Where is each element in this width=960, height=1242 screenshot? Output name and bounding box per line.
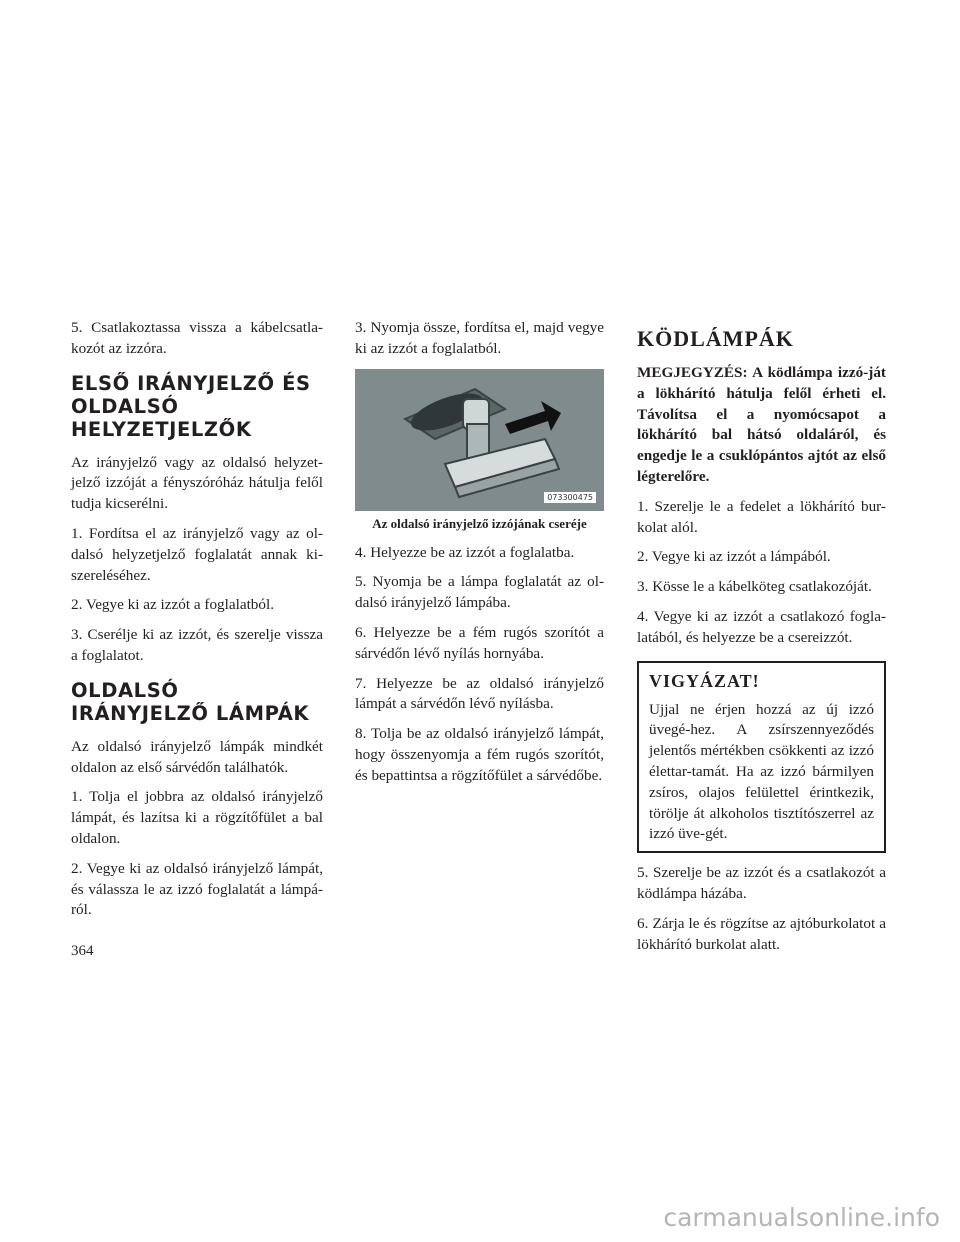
caution-title: VIGYÁZAT! <box>649 670 760 691</box>
figure-caption: Az oldalsó irányjelző izzójának cseréje <box>372 515 587 531</box>
column-right <box>637 318 886 964</box>
paragraph-side-signal-step-8: 8. Tolja be az oldalsó irányjelző lámpát, hogy összenyomja a fém rugós szorítót, és bepattintsa a rögzítőfület a sárvédőbe. <box>355 725 604 784</box>
caution-box <box>637 661 886 854</box>
heading-front-turn-signals: ELSŐ IRÁNYJELZŐ ÉS OLDALSÓ HELYZETJELZŐK <box>71 371 311 441</box>
paragraph-side-signal-step-1: 1. Tolja el jobbra az oldalsó irányjelző lámpát, és lazítsa ki a rögzítőfület a bal oldalon. <box>71 788 323 847</box>
bulb-socket-illustration <box>355 369 604 511</box>
paragraph-front-signal-step-1: 1. Fordítsa el az irányjelző vagy az ol-dalsó helyzetjelző foglalatát annak ki-szereléséhez. <box>71 524 323 584</box>
paragraph-front-signal-intro: Az irányjelző vagy az oldalsó helyzet-jelző izzóját a fényszóróház hátulja felől tudja kicserélni. <box>71 453 323 513</box>
caution-text: Ujjal ne érjen hozzá az új izzó üvegé-hez. A zsírszennyeződés jelentős mértékben csökkenti az izzó élettar-tamát. Ha az izzó bármilyen zsíros, olajos felülettel érintkezik, törölje át alkoholos tisztítószerrel az izzó üve-gét. <box>649 700 874 843</box>
paragraph-side-signal-step-7: 7. Helyezze be az oldalsó irányjelző lámpát a sárvédőn lévő nyílásba. <box>355 674 604 713</box>
paragraph-side-signal-step-5: 5. Nyomja be a lámpa foglalatát az ol-dalsó irányjelző lámpába. <box>355 573 604 612</box>
figure-id-label: 073300475 <box>544 492 596 503</box>
paragraph-side-signal-step-2: 2. Vegye ki az oldalsó irányjelző lámpát, és válassza le az izzó foglalatát a lámpá-ról. <box>71 859 323 919</box>
paragraph-fog-step-6: 6. Zárja le és rögzítse az ajtóburkolatot a lökhárító burkolat alatt. <box>637 914 886 953</box>
paragraph-side-signal-intro: Az oldalsó irányjelző lámpák mindkét oldalon az első sárvédőn találhatók. <box>71 737 323 776</box>
column-middle <box>355 318 604 796</box>
page-number: 364 <box>71 943 94 959</box>
heading-side-turn-signals: OLDALSÓ IRÁNYJELZŐ LÁMPÁK <box>71 678 310 725</box>
paragraph-fog-step-5: 5. Szerelje be az izzót és a csatlakozót a ködlámpa házába. <box>637 864 886 902</box>
paragraph-fog-step-3: 3. Kösse le a kábelköteg csatlakozóját. <box>637 578 872 596</box>
bulb-replacement-figure <box>355 369 604 511</box>
paragraph-front-signal-step-2: 2. Vegye ki az izzót a foglalatból. <box>71 596 274 614</box>
paragraph-side-signal-step-3: 3. Nyomja össze, fordítsa el, majd vegye ki az izzót a foglalatból. <box>355 319 604 357</box>
column-left <box>71 318 323 930</box>
paragraph-step-5-reconnect: 5. Csatlakoztassa vissza a kábelcsatla-kozót az izzóra. <box>71 319 323 357</box>
heading-fog-lamps: KÖDLÁMPÁK <box>637 326 794 351</box>
paragraph-fog-step-4: 4. Vegye ki az izzót a csatlakozó fogla-latából, és helyezze be a csereizzót. <box>637 607 886 646</box>
watermark-text: carmanualsonline.info <box>663 1203 940 1232</box>
paragraph-fog-step-2: 2. Vegye ki az izzót a lámpából. <box>637 548 831 566</box>
paragraph-fog-step-1: 1. Szerelje le a fedelet a lökhárító bur-kolat alól. <box>637 497 886 536</box>
paragraph-side-signal-step-4: 4. Helyezze be az izzót a foglalatba. <box>355 543 575 561</box>
note-paragraph: MEGJEGYZÉS: A ködlámpa izzó-ját a lökhárító hátulja felől érheti el. Távolítsa el a nyomócsapot a lökhárító bal hátsó oldaláról, és engedje le a csuklópántos ajtót az első légterelőre. <box>637 364 886 485</box>
paragraph-side-signal-step-6: 6. Helyezze be a fém rugós szorítót a sárvédőn lévő nyílás hornyába. <box>355 623 604 662</box>
paragraph-front-signal-step-3: 3. Cserélje ki az izzót, és szerelje vissza a foglalatot. <box>71 626 323 664</box>
